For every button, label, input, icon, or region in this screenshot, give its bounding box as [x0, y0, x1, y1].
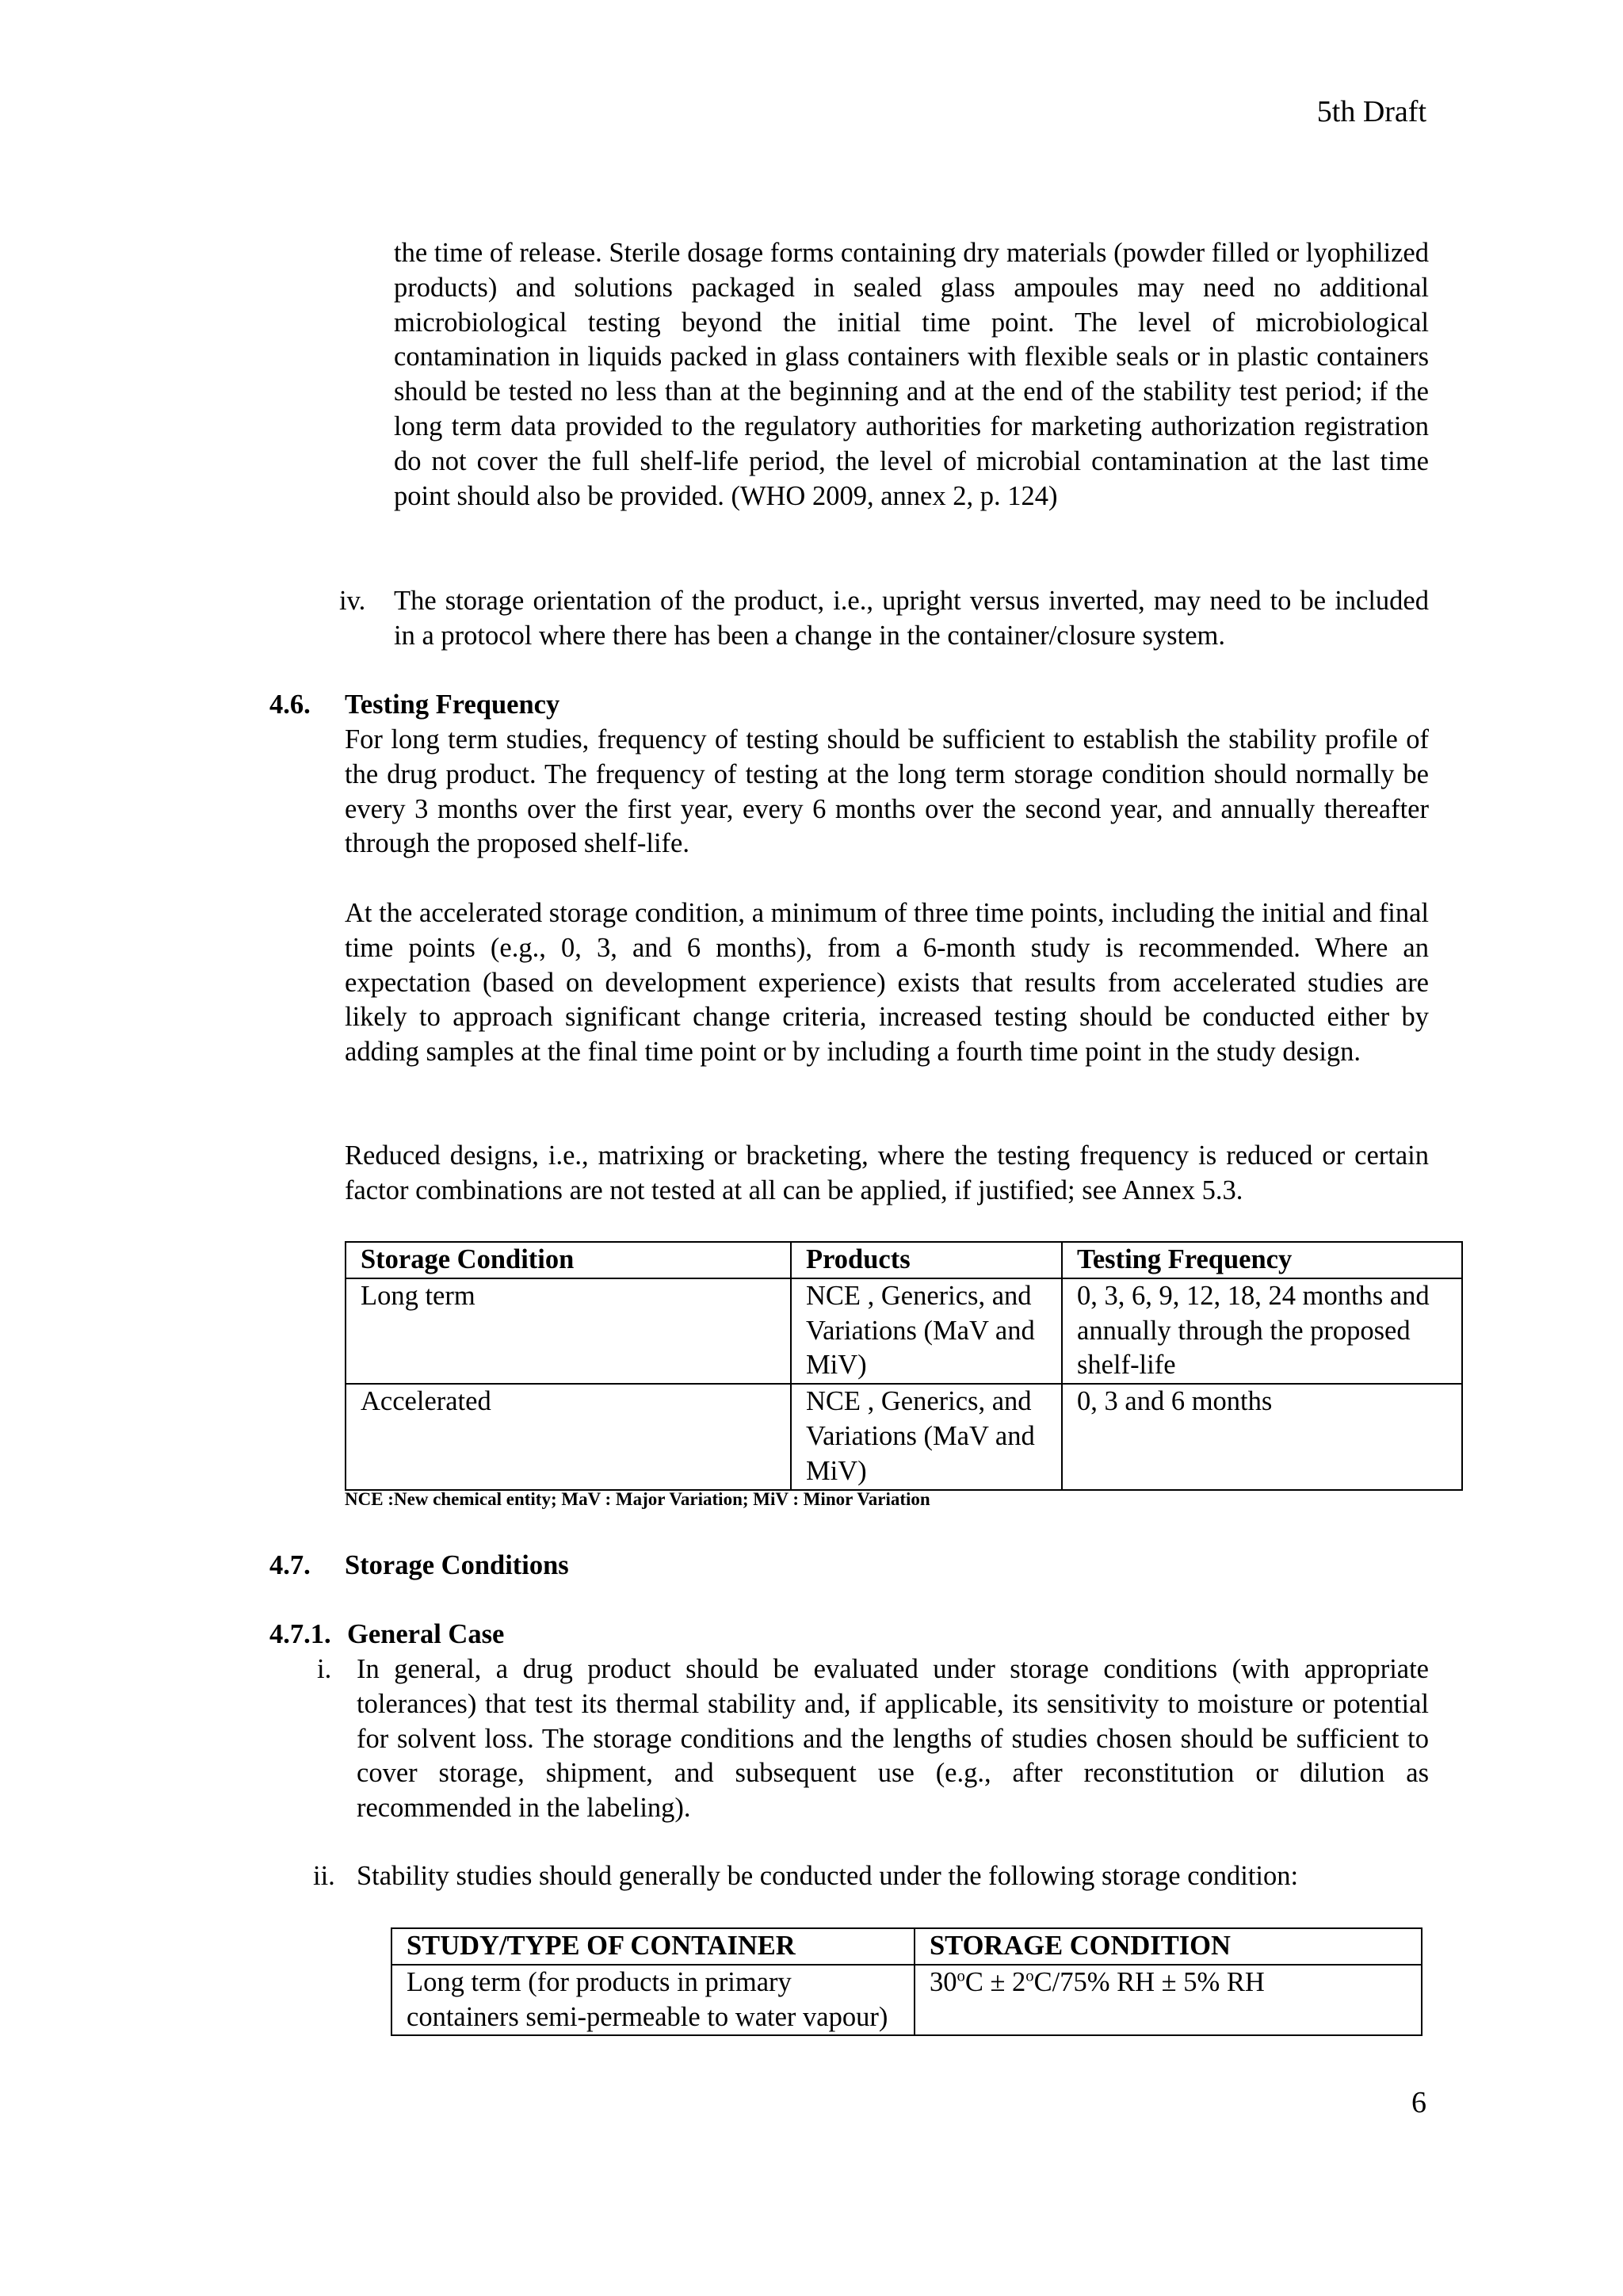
section-number: 4.6. — [269, 690, 311, 720]
degree-mark: o — [957, 1967, 965, 1985]
list-marker: iv. — [339, 586, 366, 616]
table-header-cell: STUDY/TYPE OF CONTAINER — [391, 1928, 915, 1965]
degree-mark: o — [1025, 1967, 1034, 1985]
table-header-row — [346, 1242, 1462, 1278]
table-cell: Long term — [346, 1278, 791, 1384]
table-footnote: NCE :New chemical entity; MaV : Major Variation; MiV : Minor Variation — [345, 1489, 930, 1509]
condition-temp: 30 — [930, 1966, 957, 1997]
table-header-cell: Storage Condition — [346, 1242, 791, 1278]
table-cell: Accelerated — [346, 1384, 791, 1489]
table-cell: Long term (for products in primary containers semi-permeable to water vapour) — [391, 1965, 915, 2036]
section-number: 4.7.1. — [269, 1619, 331, 1649]
table-cell: 0, 3 and 6 months — [1062, 1384, 1462, 1489]
list-item-text: The storage orientation of the product, i.e., upright versus inverted, may need to be included in a protocol where there has been a change in the container/closure system. — [394, 586, 1429, 651]
table-row — [346, 1384, 1462, 1489]
table-cell: NCE , Generics, and Variations (MaV and MiV) — [791, 1384, 1062, 1489]
list-item-text: Stability studies should generally be conducted under the following storage condition: — [357, 1861, 1299, 1891]
section-title: General Case — [347, 1619, 505, 1649]
condition-humidity: C/75% RH ± 5% RH — [1033, 1966, 1265, 1997]
list-marker: i. — [317, 1654, 332, 1684]
list-item-text: In general, a drug product should be evaluated under storage conditions (with appropriate tolerances) that test its thermal stability and, if applicable, its sensitivity to moisture or potential for solvent loss. The storage conditions and the lengths of studies chosen should be sufficient to cover storage, shipment, and subsequent use (e.g., after reconstitution or dilution as recommended in the labeling). — [357, 1654, 1429, 1824]
section-title: Testing Frequency — [345, 690, 560, 720]
table-header-cell: STORAGE CONDITION — [915, 1928, 1422, 1965]
table-cell: NCE , Generics, and Variations (MaV and MiV) — [791, 1278, 1062, 1384]
testing-frequency-para-1: For long term studies, frequency of testing should be sufficient to establish the stability profile of the drug product. The frequency of testing at the long term storage condition should normally be every 3 months over the first year, every 6 months over the second year, and annually thereafter through the proposed shelf-life. — [345, 724, 1429, 859]
table-header-cell: Testing Frequency — [1062, 1242, 1462, 1278]
testing-frequency-para-3: Reduced designs, i.e., matrixing or bracketing, where the testing frequency is reduced or certain factor combinations are not tested at all can be applied, if justified; see Annex 5.3. — [345, 1140, 1429, 1205]
continuation-paragraph: the time of release. Sterile dosage forms containing dry materials (powder filled or lyophilized products) and solutions packaged in sealed glass ampoules may need no additional microbiological testing beyond the initial time point. The level of microbiological contamination in liquids packed in glass containers with flexible seals or in plastic containers should be tested no less than at the beginning and at the end of the stability test period; if the long term data provided to the regulatory authorities for marketing authorization registration do not cover the full shelf-life period, the level of microbial contamination at the last time point should also be provided. (WHO 2009, annex 2, p. 124) — [394, 238, 1429, 511]
table-row — [391, 1965, 1422, 2036]
page-number: 6 — [1411, 2086, 1426, 2119]
testing-frequency-para-2: At the accelerated storage condition, a minimum of three time points, including the initial and final time points (e.g., 0, 3, and 6 months), from a 6-month study is recommended. Where an expectation (based on development experience) exists that results from accelerated studies are likely to approach significant change criteria, increased testing should be conducted either by adding samples at the final time point or by including a fourth time point in the study design. — [345, 898, 1429, 1068]
section-title: Storage Conditions — [345, 1550, 569, 1580]
condition-tolerance: C ± 2 — [964, 1966, 1026, 1997]
table-cell: 0, 3, 6, 9, 12, 18, 24 months and annually through the proposed shelf-life — [1062, 1278, 1462, 1384]
list-marker: ii. — [313, 1861, 335, 1891]
storage-condition-table — [391, 1927, 1423, 2036]
table-row — [346, 1278, 1462, 1384]
draft-label: 5th Draft — [1316, 95, 1426, 128]
table-cell — [915, 1965, 1422, 2036]
table-header-cell: Products — [791, 1242, 1062, 1278]
section-number: 4.7. — [269, 1550, 311, 1580]
testing-frequency-table — [345, 1241, 1463, 1491]
table-header-row — [391, 1928, 1422, 1965]
